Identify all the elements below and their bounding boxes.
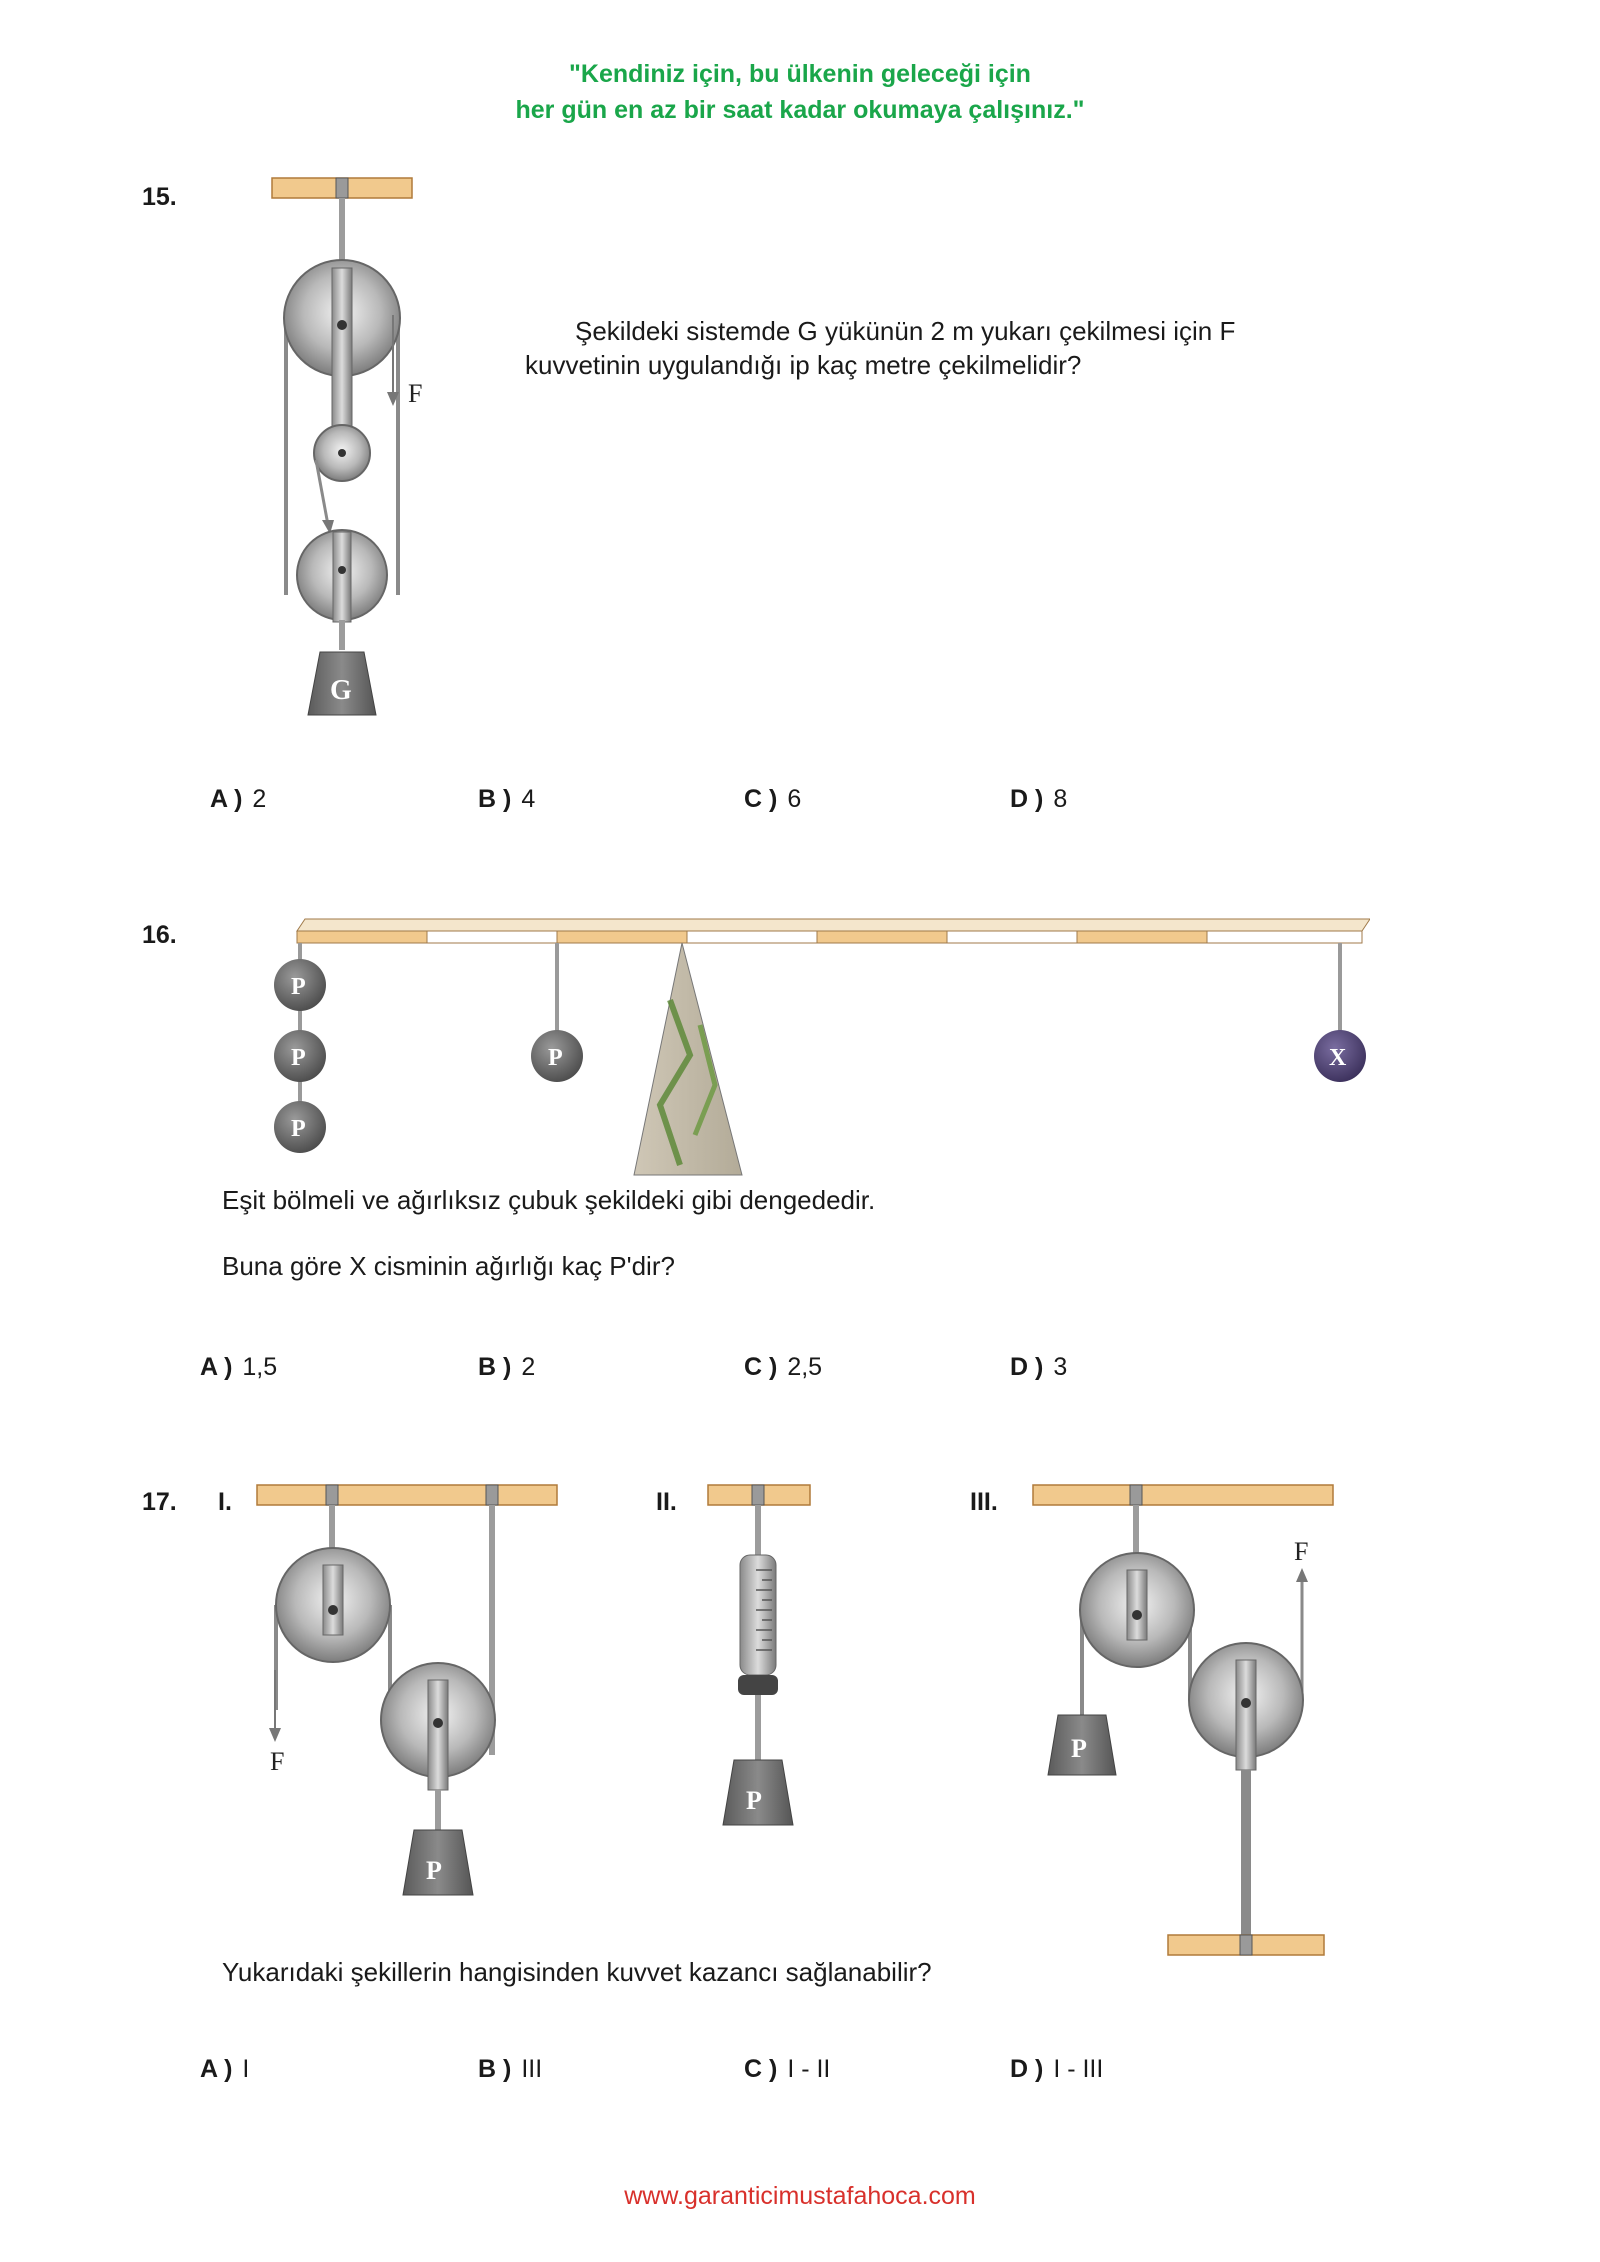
- question-15-text-line-2: kuvvetinin uygulandığı ip kaç metre çekilmelidir?: [525, 350, 1082, 380]
- question-17-option-d[interactable]: D ) I - III: [1010, 2055, 1104, 2083]
- question-15-load-label: G: [330, 675, 352, 706]
- question-16-lever-figure: [270, 905, 1370, 1185]
- question-17-option-a[interactable]: A ) I: [200, 2055, 250, 2083]
- left-ball-2-label: P: [291, 1045, 306, 1071]
- middle-ball-label: P: [548, 1045, 563, 1071]
- question-15-option-b[interactable]: B ) 4: [478, 785, 536, 813]
- question-15-force-label: F: [408, 379, 423, 408]
- figure-i-pulley-system: [240, 1470, 570, 1900]
- question-17-number: 17.: [142, 1488, 177, 1516]
- question-17-option-c[interactable]: C ) I - II: [744, 2055, 831, 2083]
- quote-line-1: "Kendiniz için, bu ülkenin geleceği için: [569, 60, 1031, 88]
- figure-i-load-label: P: [426, 1856, 442, 1885]
- footer-website-link[interactable]: www.garanticimustafahoca.com: [624, 2182, 976, 2210]
- question-16-text-line-1: Eşit bölmeli ve ağırlıksız çubuk şekildeki gibi dengededir.: [222, 1185, 876, 1215]
- question-17-option-b[interactable]: B ) III: [478, 2055, 543, 2083]
- x-ball-label: X: [1329, 1045, 1347, 1071]
- question-15-option-d[interactable]: D ) 8: [1010, 785, 1068, 813]
- question-17-text: Yukarıdaki şekillerin hangisinden kuvvet kazancı sağlanabilir?: [222, 1957, 932, 1987]
- figure-iii-force-label: F: [1294, 1537, 1309, 1566]
- left-ball-1-label: P: [291, 974, 306, 1000]
- question-15-option-c[interactable]: C ) 6: [744, 785, 802, 813]
- left-ball-3-label: P: [291, 1116, 306, 1142]
- figure-iii-left-load-label: P: [1071, 1734, 1087, 1763]
- question-15-pulley-figure: [260, 170, 460, 730]
- question-16-option-d[interactable]: D ) 3: [1010, 1353, 1068, 1381]
- question-15-number: 15.: [142, 183, 177, 211]
- figure-label-iii: III.: [970, 1488, 998, 1516]
- figure-label-ii: II.: [656, 1488, 677, 1516]
- question-16-option-c[interactable]: C ) 2,5: [744, 1353, 823, 1381]
- question-16-option-b[interactable]: B ) 2: [478, 1353, 536, 1381]
- figure-label-i: I.: [218, 1488, 232, 1516]
- figure-ii-load-label: P: [746, 1786, 762, 1815]
- figure-ii-spring-scale: [700, 1470, 820, 1850]
- figure-iii-pulley-system: [1030, 1470, 1350, 1960]
- question-16-option-a[interactable]: A ) 1,5: [200, 1353, 278, 1381]
- question-15-option-a[interactable]: A ) 2: [210, 785, 267, 813]
- motivational-quote: [0, 56, 1600, 128]
- question-16-number: 16.: [142, 921, 177, 949]
- lever-bar: [297, 919, 1370, 943]
- question-15-text: [525, 314, 1325, 382]
- question-16-text-line-2: Buna göre X cisminin ağırlığı kaç P'dir?: [222, 1251, 675, 1281]
- question-15-text-line-1: Şekildeki sistemde G yükünün 2 m yukarı çekilmesi için F: [575, 316, 1236, 346]
- quote-line-2: her gün en az bir saat kadar okumaya çalışınız.": [515, 96, 1085, 124]
- figure-i-force-label: F: [270, 1747, 285, 1776]
